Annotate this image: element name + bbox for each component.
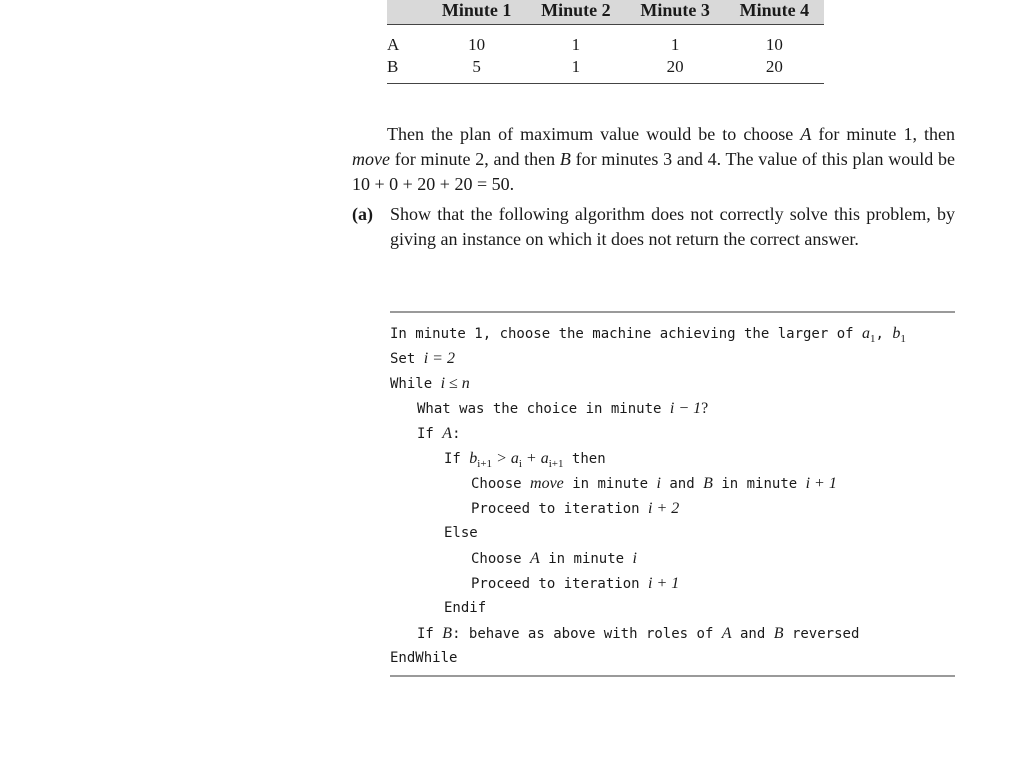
algorithm-line: If $b_{i+1} > a_i + a_{i+1}$ then <box>444 450 606 470</box>
part-label: (a) <box>352 204 373 224</box>
algorithm-line: Set i = 2 <box>390 350 455 367</box>
table-header-cell: Minute 3 <box>626 0 725 24</box>
value-sum: 10 + 0 + 20 + 20 = 50 <box>352 174 510 194</box>
table-row <box>387 55 824 84</box>
algorithm-line: In minute 1, choose the machine achieving the larger of $a_1$, $b_1$ <box>390 325 906 345</box>
algorithm-line: Endif <box>444 600 487 616</box>
row-label: A <box>387 34 400 54</box>
table-cell: 20 <box>626 55 725 84</box>
algorithm-line: What was the choice in minute i − 1? <box>417 400 709 417</box>
algorithm-line: Proceed to iteration i + 1 <box>471 575 680 592</box>
algorithm-box <box>390 311 955 677</box>
algorithm-line: While i ≤ n <box>390 375 470 392</box>
table-cell: 10 <box>468 34 486 54</box>
schedule-table <box>387 0 824 84</box>
algorithm-line: If B: behave as above with roles of A and B reversed <box>417 625 860 642</box>
table-header-row <box>387 0 824 24</box>
explanation-paragraph: Then the plan of maximum value would be to choose A for minute 1, then move for minute 2, and then B for minutes 3 and 4. The value of this plan would be 10 + 0 + 20 + 20 = 50. <box>352 124 956 194</box>
table-cell: 1 <box>670 34 680 54</box>
exercise-part-a <box>352 202 955 252</box>
table-header-cell: Minute 4 <box>725 0 824 24</box>
table-header-cell: Minute 1 <box>427 0 526 24</box>
algorithm-line: Proceed to iteration i + 2 <box>471 500 680 517</box>
algorithm-line: Choose move in minute i and B in minute i + 1 <box>471 475 837 492</box>
table-cell: 20 <box>725 55 824 84</box>
algorithm-line: Else <box>444 525 478 541</box>
table-row <box>387 24 824 55</box>
algorithm-line: EndWhile <box>390 650 458 666</box>
table-cell: 10 <box>765 34 783 54</box>
algorithm-line: If A: <box>417 425 461 442</box>
table-header-cell: Minute 2 <box>526 0 625 24</box>
table-header-cell <box>387 0 427 24</box>
table-cell: 1 <box>571 34 581 54</box>
row-label: B <box>387 55 427 84</box>
algorithm-line: Choose A in minute i <box>471 550 637 567</box>
table-cell: 5 <box>427 55 526 84</box>
part-text: Show that the following algorithm does not correctly solve this problem, by giving an instance on which it does not return the correct answer. <box>390 204 955 249</box>
table-cell: 1 <box>526 55 625 84</box>
